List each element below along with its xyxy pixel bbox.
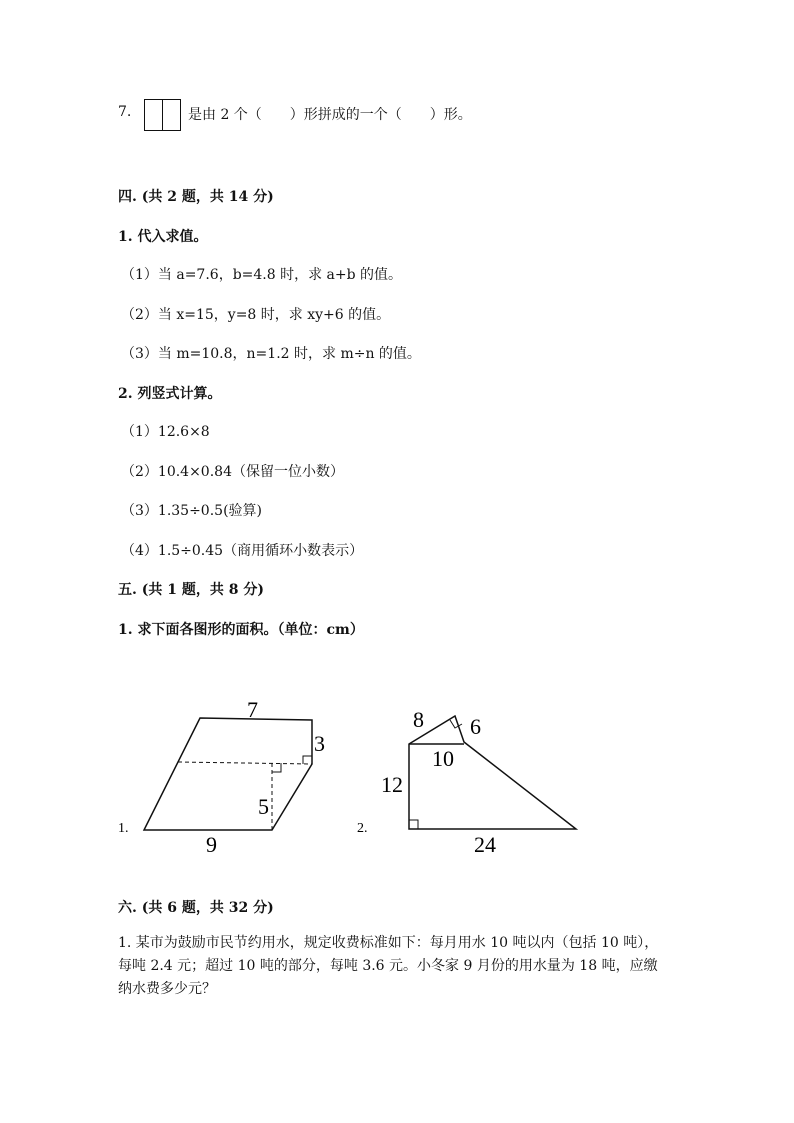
question-4-2-item-4: （4）1.5÷0.45（商用循环小数表示）	[121, 543, 364, 559]
right-angle-mark-icon	[272, 763, 281, 772]
figure-1	[118, 697, 325, 857]
figure-1-top-label: 7	[247, 697, 258, 722]
figure-1-right-label: 3	[314, 731, 325, 756]
question-text: 是由 2 个（ ）形拼成的一个（ ）形。	[188, 107, 472, 123]
question-4-1-item-1: （1）当 a=7.6，b=4.8 时，求 a+b 的值。	[121, 267, 403, 283]
figure-2-label: 2.	[357, 821, 368, 836]
question-4-2-item-1: （1）12.6×8	[121, 424, 210, 440]
figure-2-outline	[409, 716, 576, 829]
section-4-heading: 四. (共 2 题，共 14 分)	[118, 189, 274, 205]
figure-1-bottom-label: 9	[206, 832, 217, 857]
figure-1-dashed-horizontal	[178, 762, 312, 764]
question-6-1: 1. 某市为鼓励市民节约用水，规定收费标准如下：每月用水 10 吨以内（包括 10 吨），每吨 2.4 元；超过 10 吨的部分，每吨 3.6 元。小冬家 9 月份的用水量为 18 吨，应缴纳水费多少元？	[118, 935, 659, 997]
figure-2	[357, 707, 576, 857]
figure-1-label: 1.	[118, 821, 129, 836]
figure-2-inner-label: 10	[432, 746, 454, 771]
section-5-heading: 五. (共 1 题，共 8 分)	[118, 582, 264, 598]
question-4-1-item-3: （3）当 m=10.8，n=1.2 时，求 m÷n 的值。	[121, 346, 421, 362]
question-5-1-title: 1. 求下面各图形的面积。（单位：cm）	[118, 622, 364, 638]
right-angle-mark-icon	[409, 820, 418, 829]
figure-1-height-label: 5	[258, 794, 269, 819]
figure-2-right-top-label: 6	[470, 714, 481, 739]
right-angle-mark-icon	[303, 756, 312, 764]
question-number: 7.	[118, 104, 132, 120]
figure-2-left-label: 12	[381, 772, 403, 797]
question-4-1-title: 1. 代入求值。	[118, 229, 208, 245]
question-4-2-item-2: （2）10.4×0.84（保留一位小数）	[121, 464, 344, 480]
figure-2-bottom-label: 24	[474, 832, 496, 857]
question-4-1-item-2: （2）当 x=15，y=8 时，求 xy+6 的值。	[121, 307, 391, 323]
question-4-2-item-3: （3）1.35÷0.5(验算)	[121, 503, 262, 519]
figure-2-left-top-label: 8	[413, 707, 424, 732]
right-angle-mark-icon	[450, 720, 462, 728]
question-4-2-title: 2. 列竖式计算。	[118, 386, 222, 402]
figure-1-outline	[144, 718, 312, 830]
section-6-heading: 六. (共 6 题，共 32 分)	[118, 900, 274, 916]
